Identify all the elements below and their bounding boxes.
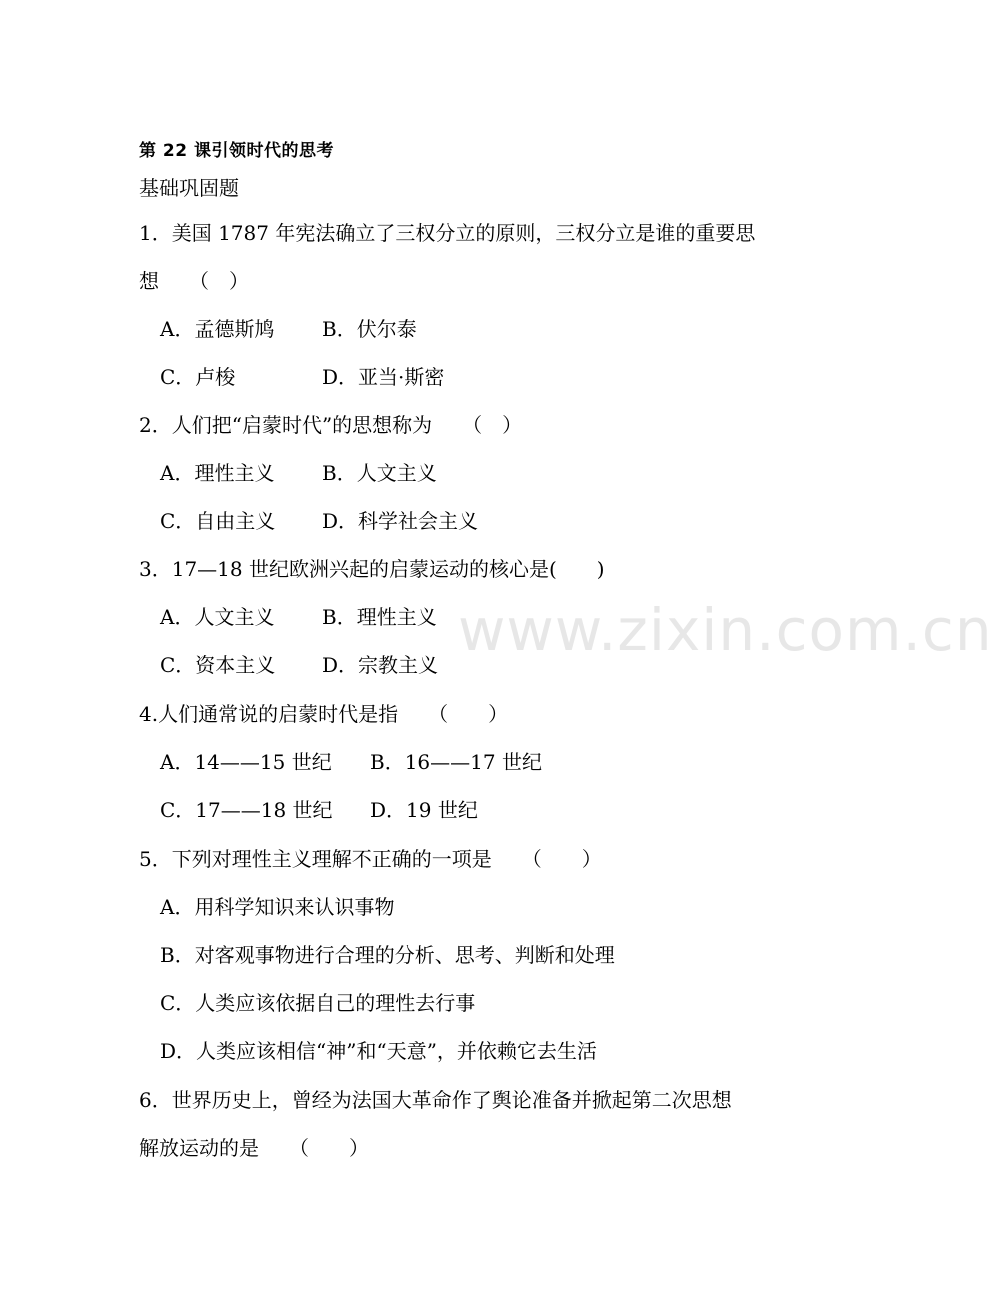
question-3-option-d: D．宗教主义 [322,653,439,677]
question-1-option-b: B．伏尔泰 [322,317,417,341]
question-2-option-b: B．人文主义 [322,461,437,485]
question-1-option-c: C．卢梭 [160,365,236,389]
question-5-option-d: D．人类应该相信“神”和“天意”，并依赖它去生活 [160,1039,597,1063]
question-2-option-d: D．科学社会主义 [322,509,479,533]
question-6-stem: 6．世界历史上，曾经为法国大革命作了舆论准备并掀起第二次思想 [139,1088,732,1112]
question-4-option-d: D．19 世纪 [370,798,478,822]
question-1-option-a: A．孟德斯鸠 [160,317,275,341]
section-heading: 基础巩固题 [139,176,239,200]
question-1-stem-cont: 想 （ ） [139,269,249,293]
question-3-stem: 3．17—18 世纪欧洲兴起的启蒙运动的核心是( ) [139,557,605,581]
question-2-option-c: C．自由主义 [160,509,276,533]
question-4-option-c: C．17——18 世纪 [160,798,333,822]
lesson-title: 第 22 课引领时代的思考 [139,141,334,161]
question-1-stem: 1．美国 1787 年宪法确立了三权分立的原则，三权分立是谁的重要思 [139,221,756,245]
watermark: www.zixin.com.cn [458,596,993,664]
question-1-option-d: D．亚当·斯密 [322,365,445,389]
question-5-option-c: C．人类应该依据自己的理性去行事 [160,991,476,1015]
question-5-option-a: A．用科学知识来认识事物 [160,895,395,919]
question-5-stem: 5．下列对理性主义理解不正确的一项是 （ ） [139,847,602,871]
question-4-option-b: B．16——17 世纪 [370,750,542,774]
question-2-stem: 2．人们把“启蒙时代”的思想称为 （ ） [139,413,523,437]
question-6-stem-cont: 解放运动的是 （ ） [139,1136,369,1160]
question-4-option-a: A．14——15 世纪 [160,750,332,774]
question-2-option-a: A．理性主义 [160,461,275,485]
question-3-option-c: C．资本主义 [160,653,276,677]
question-3-option-b: B．理性主义 [322,605,437,629]
question-4-stem: 4.人们通常说的启蒙时代是指 （ ） [139,702,509,726]
question-3-option-a: A．人文主义 [160,605,275,629]
question-5-option-b: B．对客观事物进行合理的分析、思考、判断和处理 [160,943,615,967]
